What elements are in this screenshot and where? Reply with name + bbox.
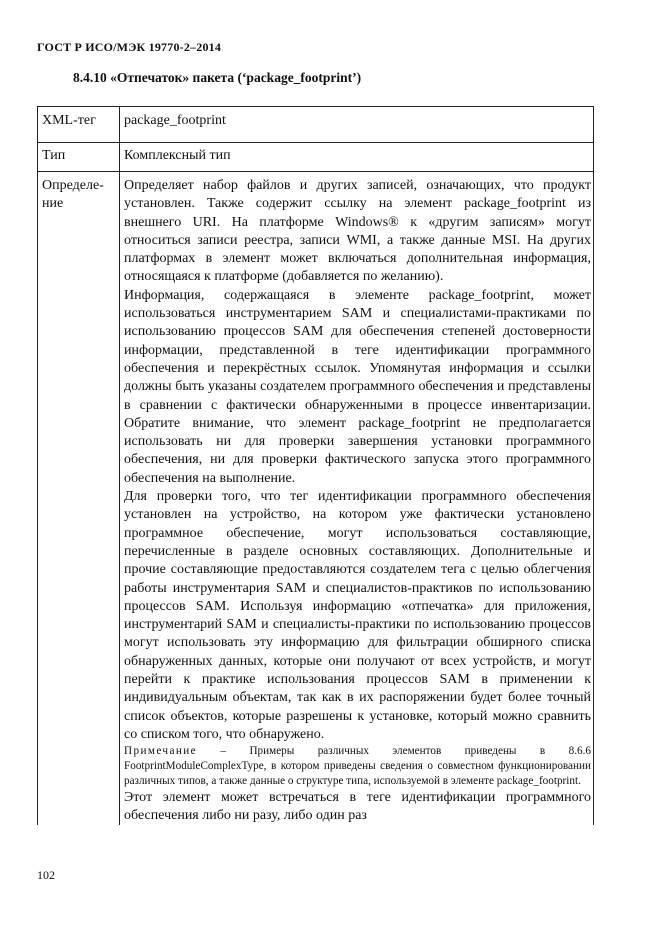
definition-paragraph-1: Определяет набор файлов и других записей, означающих, что продукт установлен. Также содержит ссылку на элемент package_footprint из внешнего URI. На платформе Windows® к «другим записям» могут относиться записи реестра, записи WMI, а также данные MSI. На других платформах в элемент может включаться дополнительная информация, относящаяся к платформе (добавляется по желанию).	[124, 178, 591, 285]
note	[124, 744, 591, 788]
note-text: – Примеры различных элементов приведены в 8.6.6 FootprintModuleComplexType, в котором приведены сведения о совместном функционировании различных типов, а также данные о структуре типа, используемой в элементе package_footprint.	[124, 745, 591, 787]
table-row-type	[38, 143, 594, 172]
definition-text	[120, 172, 594, 826]
definition-paragraph-2: Информация, содержащаяся в элементе package_footprint, может использоваться инструментарием SAM и специалистами-практиками по использованию процессов SAM для обеспечения степеней достоверности информации, представленной в теге идентификации программного обеспечения и перекрёстных ссылок. Упомянутая информация и ссылки должны быть указаны создателем программного обеспечения и представлены в сравнении с фактически обнаруженными в процессе инвентаризации. Обратите внимание, что элемент package_footprint не предполагается использовать ни для проверки завершения установки программного обеспечения, ни для проверки фактического запуска этого программного обеспечения на выполнение.	[124, 287, 591, 486]
xml-tag-label: XML-тег	[38, 107, 120, 143]
table-row-xml-tag	[38, 107, 594, 143]
type-label: Тип	[38, 143, 120, 172]
definition-final-paragraph: Этот элемент может встречаться в теге идентификации программного обеспечения либо ни разу, либо один раз	[124, 789, 591, 823]
note-label: Примечание	[124, 745, 197, 758]
definition-label	[38, 172, 120, 826]
spec-table	[37, 106, 594, 825]
page-number: 102	[37, 868, 55, 882]
section-title: 8.4.10 «Отпечаток» пакета (‘package_footprint’)	[73, 70, 362, 85]
type-value: Комплексный тип	[120, 143, 594, 172]
document-header: ГОСТ Р ИСО/МЭК 19770-2–2014	[37, 40, 222, 54]
xml-tag-value: package_footprint	[120, 107, 594, 143]
table-row-definition	[38, 172, 594, 826]
definition-paragraph-3: Для проверки того, что тег идентификации программного обеспечения установлен на устройство, на котором уже фактически установлено программное обеспечение, могут использоваться составляющие, перечисленные в разделе основных составляющих. Дополнительные и прочие составляющие предоставляются создателем тега с целью облегчения работы инструментария SAM и специалистов-практиков по использованию процессов SAM. Используя информацию «отпечатка» для приложения, инструментарий SAM и специалисты-практики по использованию процессов могут использовать эту информацию для фильтрации обширного списка обнаруженных данных, которые они получают от всех устройств, и могут перейти к практике использования процессов SAM в применении к индивидуальным объектам, так как в их распоряжении будет более точный список объектов, которые разрешены к установке, который можно сравнить со списком того, что обнаружено.	[124, 489, 591, 742]
definition-label-text: Определе- ние	[42, 178, 104, 212]
